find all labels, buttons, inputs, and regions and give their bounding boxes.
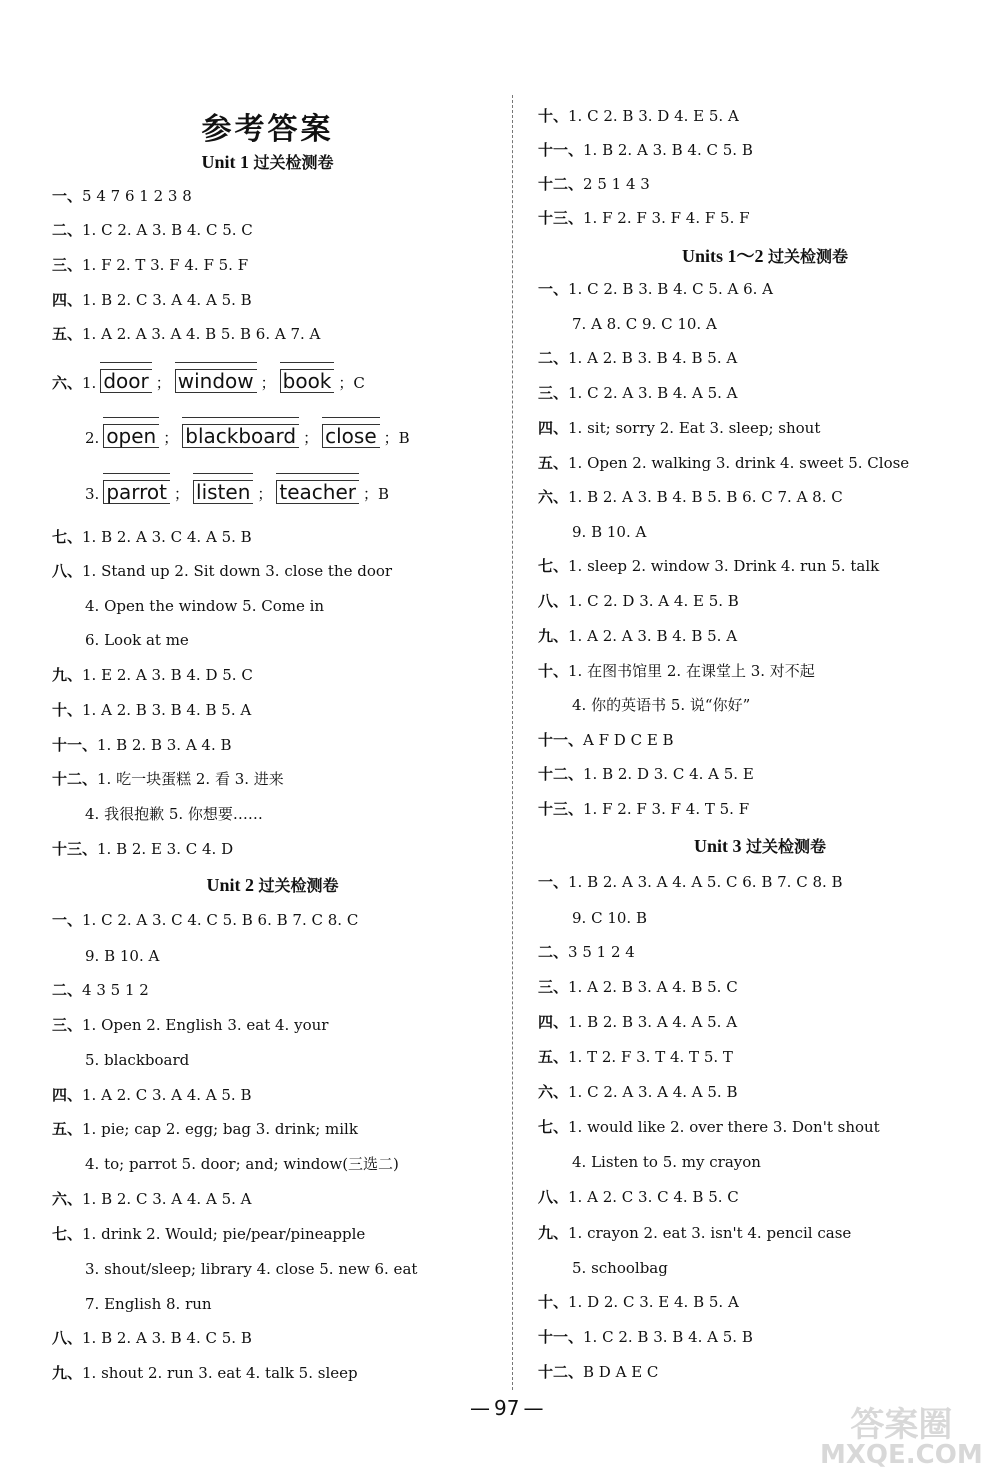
answer-text: 1. B 2. A 3. B 4. C 5. B	[82, 1329, 252, 1347]
answer-text: 2.	[85, 429, 100, 447]
answer-line	[538, 1292, 739, 1312]
answer-text: 1. B 2. E 3. C 4. D	[97, 840, 234, 858]
answer-line	[52, 324, 320, 344]
answer-text: 4. 你的英语书 5. 说“你好”	[572, 696, 751, 714]
answer-line	[538, 418, 820, 438]
answer-text: 1. A 2. A 3. A 4. B 5. B 6. A 7. A	[82, 325, 321, 343]
question-number: 四、	[52, 291, 83, 309]
question-number: 七、	[52, 528, 83, 546]
answer-line	[85, 1294, 212, 1314]
answer-text: 1. C 2. B 3. B 4. A 5. B	[583, 1328, 753, 1346]
answer-text: 3. shout/sleep; library 4. close 5. new 6. eat	[85, 1260, 418, 1278]
question-number: 四、	[538, 419, 569, 437]
handwriting-word: listen	[193, 480, 253, 504]
answer-text: 4. to; parrot 5. door; and; window(三选二)	[85, 1155, 399, 1173]
question-number: 十、	[52, 701, 83, 719]
answer-line	[538, 872, 843, 892]
question-number: 六、	[52, 374, 83, 392]
answer-line	[52, 1224, 365, 1244]
section-subtitle: 过关检测卷	[253, 153, 334, 172]
answer-text: 5. blackboard	[85, 1051, 190, 1069]
question-number: 一、	[52, 187, 83, 205]
answer-text: 1. shout 2. run 3. eat 4. talk 5. sleep	[82, 1364, 358, 1382]
question-number: 九、	[52, 1364, 83, 1382]
watermark-url: MXQE.COM	[820, 1440, 983, 1470]
question-number: 二、	[52, 981, 83, 999]
answer-line	[85, 1154, 399, 1174]
answer-line	[85, 804, 263, 824]
question-number: 九、	[538, 627, 569, 645]
answer-text: 1. 吃一块蛋糕 2. 看 3. 进来	[97, 770, 284, 788]
handwriting-answer: B	[398, 429, 410, 447]
answer-text: 1. C 2. A 3. B 4. C 5. C	[82, 221, 253, 239]
answer-text: 3.	[85, 485, 100, 503]
answer-text: 1. E 2. A 3. B 4. D 5. C	[82, 666, 253, 684]
answer-text: 1. sleep 2. window 3. Drink 4. run 5. talk	[568, 557, 880, 575]
answer-text: 1. A 2. C 3. A 4. A 5. B	[82, 1086, 252, 1104]
answer-text: 1. F 2. F 3. F 4. T 5. F	[583, 800, 750, 818]
answer-line	[538, 626, 737, 646]
question-number: 十三、	[538, 209, 584, 227]
question-number: 九、	[52, 666, 83, 684]
answer-text: 4. Listen to 5. my crayon	[572, 1153, 761, 1171]
answer-line	[52, 1119, 358, 1139]
answer-text: 1. Open 2. walking 3. drink 4. sweet 5. Close	[568, 454, 910, 472]
answer-text: 9. B 10. A	[572, 523, 647, 541]
answer-text: 1. D 2. C 3. E 4. B 5. A	[568, 1293, 739, 1311]
answer-line	[538, 591, 739, 611]
question-number: 六、	[538, 488, 569, 506]
answer-text: 4 3 5 1 2	[82, 981, 149, 999]
answer-text: 7. English 8. run	[85, 1295, 212, 1313]
answer-text: 1.	[82, 374, 97, 392]
answer-line	[538, 487, 843, 507]
answer-text: 1. T 2. F 3. T 4. T 5. T	[568, 1048, 733, 1066]
answer-line	[538, 1047, 733, 1067]
answer-text: 1. B 2. A 3. A 4. A 5. C 6. B 7. C 8. B	[568, 873, 843, 891]
question-number: 四、	[538, 1013, 569, 1031]
answer-line	[538, 799, 749, 819]
question-number: 一、	[52, 911, 83, 929]
question-number: 十二、	[52, 770, 98, 788]
question-number: 七、	[538, 1118, 569, 1136]
answer-line	[85, 630, 189, 650]
answer-line	[538, 764, 754, 784]
answer-line	[538, 1362, 658, 1382]
answer-text: 6. Look at me	[85, 631, 189, 649]
handwriting-word: parrot	[103, 480, 170, 504]
answer-text: 1. A 2. A 3. B 4. B 5. A	[568, 627, 738, 645]
section-unit-label: Units 1～2	[681, 246, 764, 266]
section-unit-label: Unit 3	[693, 836, 742, 856]
handwriting-word: teacher	[276, 480, 359, 504]
answer-text: 1. B 2. C 3. A 4. A 5. B	[82, 291, 252, 309]
answer-text: 1. A 2. C 3. C 4. B 5. C	[568, 1188, 739, 1206]
answer-line	[572, 314, 717, 334]
answer-text: 1. C 2. B 3. D 4. E 5. A	[568, 107, 739, 125]
question-number: 五、	[538, 1048, 569, 1066]
handwriting-word: blackboard	[182, 424, 299, 448]
question-number: 十三、	[538, 800, 584, 818]
answer-line	[572, 908, 647, 928]
section-unit-label: Unit 1	[201, 152, 249, 172]
handwriting-answer: B	[378, 485, 390, 503]
answer-text: 1. C 2. B 3. B 4. C 5. A 6. A	[568, 280, 773, 298]
answer-text: 1. F 2. F 3. F 4. F 5. F	[583, 209, 750, 227]
answer-line	[52, 1085, 251, 1105]
answer-line	[52, 255, 248, 275]
answer-text: 1. C 2. A 3. C 4. C 5. B 6. B 7. C 8. C	[82, 911, 359, 929]
answer-text: 2 5 1 4 3	[583, 175, 650, 193]
answer-line	[52, 1328, 252, 1348]
answer-text: 5. schoolbag	[572, 1259, 668, 1277]
question-number: 二、	[538, 943, 569, 961]
section-subtitle: 过关检测卷	[768, 247, 849, 266]
answer-line	[538, 1223, 851, 1243]
question-number: 一、	[538, 873, 569, 891]
question-number: 八、	[52, 562, 83, 580]
section-subtitle: 过关检测卷	[746, 837, 827, 856]
answer-text: 4. Open the window 5. Come in	[85, 597, 325, 615]
question-number: 九、	[538, 1224, 569, 1242]
answer-text: 1. A 2. B 3. B 4. B 5. A	[82, 701, 252, 719]
question-number: 七、	[538, 557, 569, 575]
question-number: 四、	[52, 1086, 83, 1104]
question-number: 六、	[538, 1083, 569, 1101]
answer-text: 1. B 2. A 3. B 4. B 5. B 6. C 7. A 8. C	[568, 488, 843, 506]
answer-line	[52, 735, 232, 755]
question-number: 五、	[52, 325, 83, 343]
section-unit-label: Unit 2	[206, 875, 254, 895]
question-number: 五、	[52, 1120, 83, 1138]
answer-line	[538, 661, 815, 681]
answer-text: 9. B 10. A	[85, 947, 160, 965]
answer-text: 1. sit; sorry 2. Eat 3. sleep; shout	[568, 419, 821, 437]
answer-text: 1. C 2. D 3. A 4. E 5. B	[568, 592, 739, 610]
column-divider	[512, 95, 513, 1390]
question-number: 七、	[52, 1225, 83, 1243]
answer-text: 1. B 2. B 3. A 4. A 5. A	[568, 1013, 738, 1031]
answer-line	[85, 946, 159, 966]
answer-text: 1. C 2. A 3. B 4. A 5. A	[568, 384, 738, 402]
answer-line	[538, 208, 750, 228]
answer-line	[538, 1327, 753, 1347]
question-number: 八、	[52, 1329, 83, 1347]
answer-line	[538, 977, 738, 997]
question-number: 十、	[538, 107, 569, 125]
answer-line	[52, 1189, 251, 1209]
page-number: — 97 —	[470, 1396, 543, 1420]
answer-line	[52, 1363, 358, 1383]
question-number: 十二、	[538, 175, 584, 193]
question-number: 一、	[538, 280, 569, 298]
answer-text: 1. would like 2. over there 3. Don't shout	[568, 1118, 880, 1136]
answer-line	[538, 730, 674, 750]
section-heading-unit3	[520, 834, 1000, 857]
answer-line	[538, 1187, 739, 1207]
section-heading-unit2	[0, 873, 545, 896]
page-title: 参考答案	[201, 112, 334, 147]
answer-text: 7. A 8. C 9. C 10. A	[572, 315, 717, 333]
answer-text: 1. drink 2. Would; pie/pear/pineapple	[82, 1225, 366, 1243]
answer-line	[572, 695, 750, 715]
question-number: 十、	[538, 662, 569, 680]
answer-line	[538, 140, 753, 160]
handwriting-word: book	[280, 369, 335, 393]
answer-line	[52, 220, 253, 240]
answer-line	[52, 980, 149, 1000]
answer-text: 1. 在图书馆里 2. 在课堂上 3. 对不起	[568, 662, 815, 680]
section-heading-units1-2	[520, 242, 1000, 268]
answer-line: 3. parrot ； listen ； teacher ；B	[85, 480, 390, 504]
answer-text: 1. pie; cap 2. egg; bag 3. drink; milk	[82, 1120, 358, 1138]
answer-line	[52, 665, 253, 685]
answer-text: 1. A 2. B 3. B 4. B 5. A	[568, 349, 738, 367]
question-number: 二、	[52, 221, 83, 239]
handwriting-answer: C	[353, 374, 365, 392]
question-number: 三、	[538, 978, 569, 996]
question-number: 十二、	[538, 1363, 584, 1381]
answer-line	[52, 910, 358, 930]
question-number: 十、	[538, 1293, 569, 1311]
answer-text: 1. crayon 2. eat 3. isn't 4. pencil case	[568, 1224, 852, 1242]
answer-line	[538, 279, 773, 299]
question-number: 八、	[538, 592, 569, 610]
watermark-logo	[820, 1405, 983, 1470]
question-number: 十二、	[538, 765, 584, 783]
question-number: 三、	[52, 256, 83, 274]
question-number: 三、	[538, 384, 569, 402]
answer-text: 4. 我很抱歉 5. 你想要……	[85, 805, 263, 823]
section-heading-unit1	[0, 150, 535, 173]
answer-line	[538, 383, 737, 403]
answer-line	[52, 769, 284, 789]
answer-text: 1. B 2. D 3. C 4. A 5. E	[583, 765, 754, 783]
answer-text: 3 5 1 2 4	[568, 943, 635, 961]
answer-text: 1. B 2. A 3. C 4. A 5. B	[82, 528, 252, 546]
answer-line	[538, 1012, 737, 1032]
answer-line	[538, 174, 650, 194]
answer-text: 1. C 2. A 3. A 4. A 5. B	[568, 1083, 738, 1101]
question-number: 十三、	[52, 840, 98, 858]
question-number: 五、	[538, 454, 569, 472]
handwriting-word: window	[175, 369, 257, 393]
question-number: 十一、	[538, 731, 584, 749]
answer-line	[52, 527, 252, 547]
answer-line	[52, 290, 252, 310]
answer-line	[538, 1117, 880, 1137]
answer-line	[85, 596, 324, 616]
answer-line	[572, 1258, 668, 1278]
answer-text: 1. B 2. B 3. A 4. B	[97, 736, 232, 754]
answer-line	[538, 556, 879, 576]
answer-text: 1. F 2. T 3. F 4. F 5. F	[82, 256, 249, 274]
answer-line	[572, 1152, 761, 1172]
question-number: 十一、	[538, 141, 584, 159]
question-number: 六、	[52, 1190, 83, 1208]
answer-line	[572, 522, 646, 542]
answer-text: 5 4 7 6 1 2 3 8	[82, 187, 192, 205]
answer-line	[538, 453, 909, 473]
handwriting-word: close	[322, 424, 380, 448]
answer-text: B D A E C	[583, 1363, 659, 1381]
answer-line	[538, 942, 635, 962]
handwriting-word: door	[100, 369, 151, 393]
answer-line	[538, 106, 739, 126]
answer-text: 9. C 10. B	[572, 909, 647, 927]
answer-line	[52, 839, 233, 859]
answer-text: 1. Open 2. English 3. eat 4. your	[82, 1016, 329, 1034]
answer-line	[52, 561, 392, 581]
answer-line	[52, 1015, 328, 1035]
answer-text: 1. B 2. C 3. A 4. A 5. A	[82, 1190, 252, 1208]
question-number: 十一、	[538, 1328, 584, 1346]
answer-line: 六、1. door ； window ； book ；C	[52, 369, 365, 393]
watermark-text: 答案圈	[850, 1405, 953, 1445]
question-number: 二、	[538, 349, 569, 367]
answer-line	[85, 1259, 417, 1279]
question-number: 三、	[52, 1016, 83, 1034]
answer-line: 2. open ； blackboard ； close ；B	[85, 424, 410, 448]
answer-text: 1. Stand up 2. Sit down 3. close the door	[82, 562, 393, 580]
question-number: 八、	[538, 1188, 569, 1206]
answer-line	[52, 186, 192, 206]
question-number: 十一、	[52, 736, 98, 754]
answer-line	[538, 1082, 737, 1102]
handwriting-word: open	[103, 424, 159, 448]
answer-text: A F D C E B	[583, 731, 674, 749]
answer-line	[538, 348, 737, 368]
answer-text: 1. B 2. A 3. B 4. C 5. B	[583, 141, 753, 159]
answer-text: 1. A 2. B 3. A 4. B 5. C	[568, 978, 738, 996]
answer-line	[52, 700, 251, 720]
answer-line	[85, 1050, 189, 1070]
section-subtitle: 过关检测卷	[258, 876, 339, 895]
